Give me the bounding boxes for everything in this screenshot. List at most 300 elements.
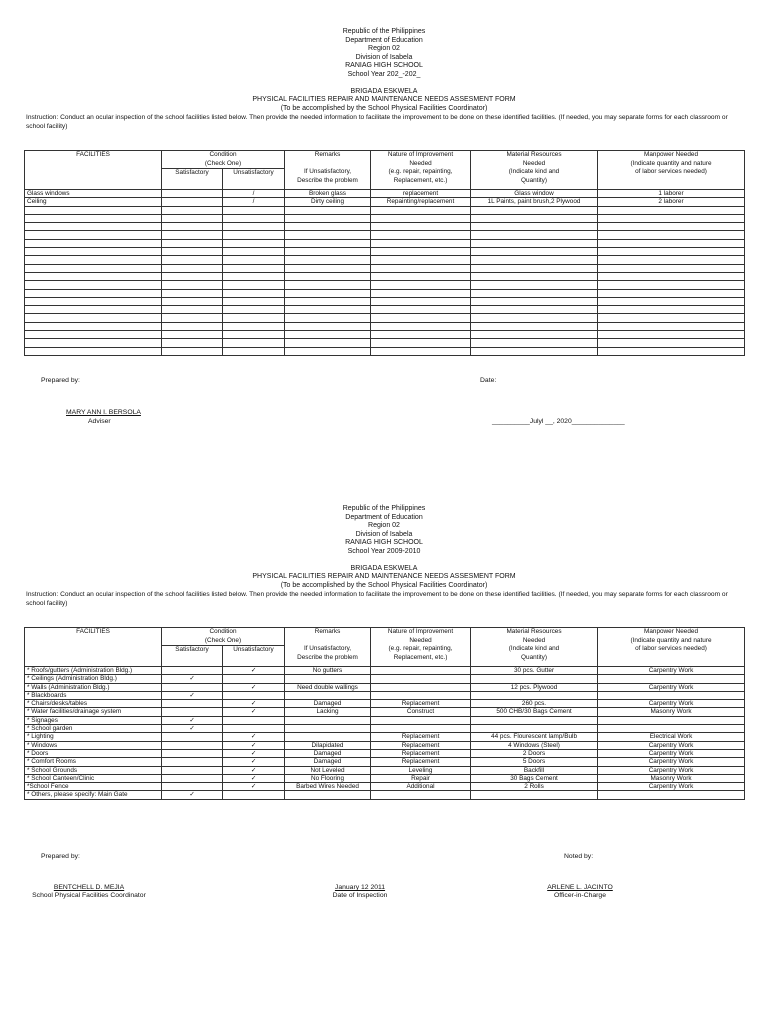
form-subtitle: (To be accomplished by the School Physical Facilities Coordinator) — [280, 104, 488, 112]
cell-remarks — [285, 272, 371, 280]
cell-nature: Replacement — [371, 749, 471, 757]
cell-facility — [25, 306, 162, 314]
header-line: Region 02 — [368, 522, 400, 530]
cell-facility: Glass windows — [25, 190, 162, 198]
cell-material — [471, 791, 598, 799]
cell-manpower: Electrical Work — [598, 733, 745, 741]
cell-material — [471, 331, 598, 339]
table-row — [25, 190, 745, 198]
cell-unsat — [223, 347, 285, 355]
cell-nature — [371, 214, 471, 222]
table-row — [25, 741, 745, 749]
form-2 — [0, 505, 768, 608]
cell-unsat — [223, 725, 285, 733]
cell-unsat — [223, 297, 285, 305]
cell-remarks — [285, 281, 371, 289]
cell-remarks: Lacking — [285, 708, 371, 716]
cell-facility: * School Grounds — [25, 766, 162, 774]
cell-manpower: 1 laborer — [598, 190, 745, 198]
cell-manpower: Carpentry Work — [598, 749, 745, 757]
cell-remarks — [285, 297, 371, 305]
cell-facility — [25, 347, 162, 355]
cell-material: 30 pcs. Gutter — [471, 667, 598, 675]
instruction-text: Instruction: Conduct an ocular inspection of the school facilities listed below. Then provide the needed information to facilitate the improvement to be done on these identified facilities. (If needed, you may separate forms for each classroom or school facility) — [26, 114, 728, 130]
cell-facility — [25, 322, 162, 330]
cell-material: Glass window — [471, 190, 598, 198]
cell-manpower — [598, 339, 745, 347]
cell-material: 44 pcs. Flourescent lamp/Bulb — [471, 733, 598, 741]
cell-sat — [162, 322, 223, 330]
cell-manpower — [598, 264, 745, 272]
header-line: Department of Education — [345, 36, 423, 44]
assessment-table-1 — [24, 150, 745, 356]
table-row — [25, 733, 745, 741]
cell-material — [471, 297, 598, 305]
cell-manpower — [598, 272, 745, 280]
cell-unsat — [223, 214, 285, 222]
table-row — [25, 758, 745, 766]
cell-facility: * Signages — [25, 716, 162, 724]
form-title: PHYSICAL FACILITIES REPAIR AND MAINTENANCE NEEDS ASSESMENT FORM — [252, 96, 516, 104]
cell-sat — [162, 223, 223, 231]
cell-unsat: ✓ — [223, 700, 285, 708]
cell-sat — [162, 239, 223, 247]
cell-manpower — [598, 248, 745, 256]
cell-nature: Replacement — [371, 700, 471, 708]
cell-remarks — [285, 223, 371, 231]
cell-nature — [371, 206, 471, 214]
form-1-header — [0, 28, 768, 113]
cell-remarks — [285, 733, 371, 741]
cell-unsat — [223, 248, 285, 256]
cell-material — [471, 264, 598, 272]
cell-remarks: Dilapidated — [285, 741, 371, 749]
cell-nature — [371, 297, 471, 305]
cell-material — [471, 231, 598, 239]
cell-remarks — [285, 214, 371, 222]
cell-manpower — [598, 239, 745, 247]
prepared-by-label: Prepared by: — [41, 377, 80, 384]
cell-manpower — [598, 314, 745, 322]
cell-material: 30 Bags Cement — [471, 774, 598, 782]
cell-sat — [162, 206, 223, 214]
cell-nature: Additional — [371, 783, 471, 791]
cell-nature — [371, 347, 471, 355]
cell-remarks — [285, 264, 371, 272]
cell-facility — [25, 272, 162, 280]
cell-facility — [25, 223, 162, 231]
table-row — [25, 198, 745, 206]
table-row — [25, 214, 745, 222]
cell-remarks: Broken glass — [285, 190, 371, 198]
cell-remarks — [285, 331, 371, 339]
cell-sat — [162, 700, 223, 708]
cell-nature: replacement — [371, 190, 471, 198]
cell-remarks — [285, 322, 371, 330]
cell-nature — [371, 716, 471, 724]
cell-manpower — [598, 231, 745, 239]
cell-sat — [162, 331, 223, 339]
cell-facility: * Windows — [25, 741, 162, 749]
cell-nature — [371, 331, 471, 339]
cell-manpower: Masonry Work — [598, 708, 745, 716]
cell-nature: Leveling — [371, 766, 471, 774]
cell-nature: Repair — [371, 774, 471, 782]
cell-remarks — [285, 716, 371, 724]
cell-manpower — [598, 716, 745, 724]
date-value: __________Julyl __, 2020______________ — [492, 418, 625, 425]
cell-sat — [162, 272, 223, 280]
cell-unsat — [223, 272, 285, 280]
noted-by-label: Noted by: — [564, 853, 594, 860]
cell-manpower — [598, 281, 745, 289]
cell-sat — [162, 774, 223, 782]
cell-unsat — [223, 716, 285, 724]
cell-material — [471, 306, 598, 314]
col-material: Material Resources Needed (Indicate kind and Quantity) — [471, 151, 598, 190]
col-unsatisfactory: Unsatisfactory — [223, 646, 285, 667]
cell-facility — [25, 248, 162, 256]
table-row — [25, 774, 745, 782]
cell-nature — [371, 264, 471, 272]
cell-facility: Ceiling — [25, 198, 162, 206]
cell-nature — [371, 223, 471, 231]
cell-facility — [25, 297, 162, 305]
cell-manpower — [598, 223, 745, 231]
prepared-by-label: Prepared by: — [41, 853, 80, 860]
cell-material — [471, 272, 598, 280]
inspection-date: January 12 2011 — [334, 884, 386, 891]
cell-manpower — [598, 214, 745, 222]
cell-material — [471, 223, 598, 231]
cell-facility: * Chairs/desks/tables — [25, 700, 162, 708]
cell-remarks — [285, 256, 371, 264]
cell-remarks: Dirty ceiling — [285, 198, 371, 206]
cell-facility: *School Fence — [25, 783, 162, 791]
cell-sat — [162, 214, 223, 222]
cell-sat: ✓ — [162, 675, 223, 683]
cell-manpower: Carpentry Work — [598, 758, 745, 766]
header-line: Department of Education — [345, 513, 423, 521]
cell-facility — [25, 239, 162, 247]
cell-remarks — [285, 791, 371, 799]
date-label: Date: — [480, 377, 497, 384]
cell-unsat — [223, 339, 285, 347]
cell-nature — [371, 306, 471, 314]
table-row — [25, 691, 745, 699]
table-row — [25, 675, 745, 683]
cell-unsat — [223, 675, 285, 683]
cell-material: 1L Paints, paint brush,2 Plywood — [471, 198, 598, 206]
cell-sat — [162, 667, 223, 675]
cell-unsat — [223, 691, 285, 699]
cell-material: 12 pcs. Plywood — [471, 683, 598, 691]
cell-sat: ✓ — [162, 716, 223, 724]
cell-facility: * Walls (Administration Bldg.) — [25, 683, 162, 691]
cell-nature: Repainting/replacement — [371, 198, 471, 206]
cell-nature — [371, 272, 471, 280]
table-row — [25, 716, 745, 724]
col-manpower: Manpower Needed (Indicate quantity and nature of labor services needed) — [598, 151, 745, 190]
preparer-name: BENTCHELL D. MEJIA — [53, 884, 125, 891]
cell-sat — [162, 264, 223, 272]
col-facilities: FACILITIES — [25, 628, 162, 667]
cell-manpower: Carpentry Work — [598, 766, 745, 774]
col-satisfactory: Satisfactory — [162, 169, 223, 190]
cell-manpower: Carpentry Work — [598, 741, 745, 749]
cell-remarks — [285, 206, 371, 214]
cell-remarks — [285, 289, 371, 297]
date-block — [300, 884, 420, 901]
col-remarks: Remarks If Unsatisfactory, Describe the problem — [285, 151, 371, 190]
cell-manpower — [598, 206, 745, 214]
cell-material: 500 CHB/30 Bags Cement — [471, 708, 598, 716]
cell-material — [471, 675, 598, 683]
cell-manpower: Carpentry Work — [598, 683, 745, 691]
col-satisfactory: Satisfactory — [162, 646, 223, 667]
cell-remarks — [285, 231, 371, 239]
cell-unsat: ✓ — [223, 667, 285, 675]
cell-material — [471, 347, 598, 355]
table-row — [25, 749, 745, 757]
cell-remarks — [285, 248, 371, 256]
header-line: Division of Isabela — [355, 53, 413, 61]
cell-remarks — [285, 725, 371, 733]
cell-sat — [162, 347, 223, 355]
cell-sat: ✓ — [162, 791, 223, 799]
table-row — [25, 766, 745, 774]
cell-facility: * Roofs/gutters (Administration Bldg.) — [25, 667, 162, 675]
cell-facility — [25, 289, 162, 297]
cell-unsat: ✓ — [223, 766, 285, 774]
cell-remarks — [285, 306, 371, 314]
cell-manpower — [598, 675, 745, 683]
cell-nature — [371, 675, 471, 683]
cell-nature: Replacement — [371, 741, 471, 749]
cell-sat — [162, 231, 223, 239]
cell-manpower — [598, 322, 745, 330]
cell-remarks: Need double wallings — [285, 683, 371, 691]
cell-nature — [371, 281, 471, 289]
cell-manpower — [598, 791, 745, 799]
cell-nature: Replacement — [371, 733, 471, 741]
cell-sat — [162, 766, 223, 774]
table-row — [25, 683, 745, 691]
cell-unsat — [223, 231, 285, 239]
form-1 — [0, 28, 768, 131]
col-nature: Nature of Improvement Needed (e.g. repair, repainting, Replacement, etc.) — [371, 628, 471, 667]
header-line: Republic of the Philippines — [342, 28, 426, 35]
cell-remarks: Damaged — [285, 700, 371, 708]
cell-manpower — [598, 256, 745, 264]
cell-material — [471, 281, 598, 289]
table-row — [25, 239, 745, 247]
instruction-text: Instruction: Conduct an ocular inspection of the school facilities listed below. Then provide the needed information to facilitate the improvement to be done on these identified facilities. (If needed, you may separate forms for each classroom or school facility) — [26, 591, 728, 607]
table-row — [25, 700, 745, 708]
cell-nature: Construct — [371, 708, 471, 716]
cell-unsat — [223, 306, 285, 314]
table-row — [25, 289, 745, 297]
cell-sat — [162, 758, 223, 766]
cell-material — [471, 314, 598, 322]
cell-remarks: Not Leveled — [285, 766, 371, 774]
cell-unsat: / — [223, 198, 285, 206]
cell-material — [471, 239, 598, 247]
cell-sat — [162, 198, 223, 206]
noter-role: Officer-in-Charge — [553, 892, 606, 900]
cell-facility — [25, 214, 162, 222]
noter-block — [520, 884, 640, 901]
cell-material: 260 pcs. — [471, 700, 598, 708]
cell-remarks: No Flooring — [285, 774, 371, 782]
col-facilities: FACILITIES — [25, 151, 162, 190]
cell-facility — [25, 206, 162, 214]
cell-nature — [371, 248, 471, 256]
cell-unsat — [223, 331, 285, 339]
cell-nature: Replacement — [371, 758, 471, 766]
cell-nature — [371, 791, 471, 799]
cell-nature — [371, 725, 471, 733]
cell-manpower: Carpentry Work — [598, 783, 745, 791]
assessment-table-2 — [24, 627, 745, 800]
table-row — [25, 223, 745, 231]
cell-sat — [162, 248, 223, 256]
cell-material: Backfill — [471, 766, 598, 774]
cell-facility — [25, 281, 162, 289]
cell-material — [471, 206, 598, 214]
cell-sat — [162, 783, 223, 791]
cell-nature — [371, 231, 471, 239]
preparer-role: Adviser — [88, 418, 111, 425]
cell-facility: * Blackboards — [25, 691, 162, 699]
cell-unsat: ✓ — [223, 758, 285, 766]
col-condition: Condition (Check One) — [162, 151, 285, 169]
cell-facility: * Ceilings (Administration Bldg.) — [25, 675, 162, 683]
cell-material: 2 Doors — [471, 749, 598, 757]
header-line: Region 02 — [368, 45, 400, 53]
form-title: PHYSICAL FACILITIES REPAIR AND MAINTENANCE NEEDS ASSESMENT FORM — [252, 573, 516, 581]
cell-nature — [371, 691, 471, 699]
table-row — [25, 264, 745, 272]
cell-manpower — [598, 289, 745, 297]
table-row — [25, 331, 745, 339]
table-row — [25, 725, 745, 733]
cell-manpower: Carpentry Work — [598, 700, 745, 708]
cell-sat: ✓ — [162, 691, 223, 699]
table-row — [25, 256, 745, 264]
header-line: Division of Isabela — [355, 530, 413, 538]
cell-unsat: ✓ — [223, 774, 285, 782]
header-line: School Year 202_-202_ — [347, 70, 421, 78]
cell-nature — [371, 239, 471, 247]
cell-material — [471, 256, 598, 264]
cell-material — [471, 322, 598, 330]
table-row — [25, 297, 745, 305]
cell-facility — [25, 231, 162, 239]
cell-sat — [162, 741, 223, 749]
cell-sat — [162, 256, 223, 264]
cell-material — [471, 214, 598, 222]
cell-unsat: / — [223, 190, 285, 198]
cell-facility — [25, 264, 162, 272]
cell-unsat: ✓ — [223, 708, 285, 716]
cell-material — [471, 725, 598, 733]
cell-unsat: ✓ — [223, 749, 285, 757]
preparer-name: MARY ANN I. BERSOLA — [66, 409, 141, 416]
cell-unsat: ✓ — [223, 733, 285, 741]
cell-sat — [162, 749, 223, 757]
cell-manpower — [598, 297, 745, 305]
header-line: Republic of the Philippines — [342, 505, 426, 512]
cell-sat — [162, 306, 223, 314]
cell-remarks — [285, 339, 371, 347]
cell-remarks — [285, 239, 371, 247]
cell-unsat — [223, 239, 285, 247]
header-line: School Year 2009-2010 — [347, 547, 421, 555]
cell-nature — [371, 322, 471, 330]
cell-remarks — [285, 314, 371, 322]
cell-unsat — [223, 223, 285, 231]
cell-sat — [162, 281, 223, 289]
cell-unsat: ✓ — [223, 683, 285, 691]
cell-sat — [162, 314, 223, 322]
cell-unsat — [223, 281, 285, 289]
col-condition: Condition (Check One) — [162, 628, 285, 646]
cell-nature — [371, 339, 471, 347]
cell-remarks: Damaged — [285, 758, 371, 766]
cell-facility: * School Canteen/Clinic — [25, 774, 162, 782]
col-remarks: Remarks If Unsatisfactory, Describe the problem — [285, 628, 371, 667]
cell-nature — [371, 314, 471, 322]
cell-material — [471, 339, 598, 347]
cell-facility — [25, 256, 162, 264]
program-title: BRIGADA ESKWELA — [350, 87, 418, 95]
cell-facility — [25, 314, 162, 322]
table-row — [25, 339, 745, 347]
table-body-1 — [25, 190, 745, 356]
cell-material: 4 Windows (Steel) — [471, 741, 598, 749]
cell-unsat: ✓ — [223, 783, 285, 791]
cell-remarks — [285, 675, 371, 683]
table-row — [25, 281, 745, 289]
cell-remarks: No gutters — [285, 667, 371, 675]
cell-material — [471, 716, 598, 724]
cell-manpower — [598, 347, 745, 355]
table-row — [25, 783, 745, 791]
cell-facility: * Water facilities/drainage system — [25, 708, 162, 716]
cell-sat: ✓ — [162, 725, 223, 733]
col-material: Material Resources Needed (Indicate kind and Quantity) — [471, 628, 598, 667]
cell-sat — [162, 297, 223, 305]
cell-remarks: Barbed Wires Needed — [285, 783, 371, 791]
noter-name: ARLENE L. JACINTO — [547, 884, 613, 891]
cell-sat — [162, 289, 223, 297]
cell-unsat — [223, 264, 285, 272]
cell-material: 5 Doors — [471, 758, 598, 766]
program-title: BRIGADA ESKWELA — [350, 564, 418, 572]
cell-unsat — [223, 289, 285, 297]
date-role: Date of Inspection — [332, 892, 388, 900]
cell-manpower — [598, 691, 745, 699]
cell-manpower — [598, 725, 745, 733]
cell-sat — [162, 733, 223, 741]
cell-manpower: Masonry Work — [598, 774, 745, 782]
cell-nature — [371, 683, 471, 691]
cell-material — [471, 289, 598, 297]
form-2-header — [0, 505, 768, 590]
cell-nature — [371, 667, 471, 675]
cell-manpower — [598, 306, 745, 314]
